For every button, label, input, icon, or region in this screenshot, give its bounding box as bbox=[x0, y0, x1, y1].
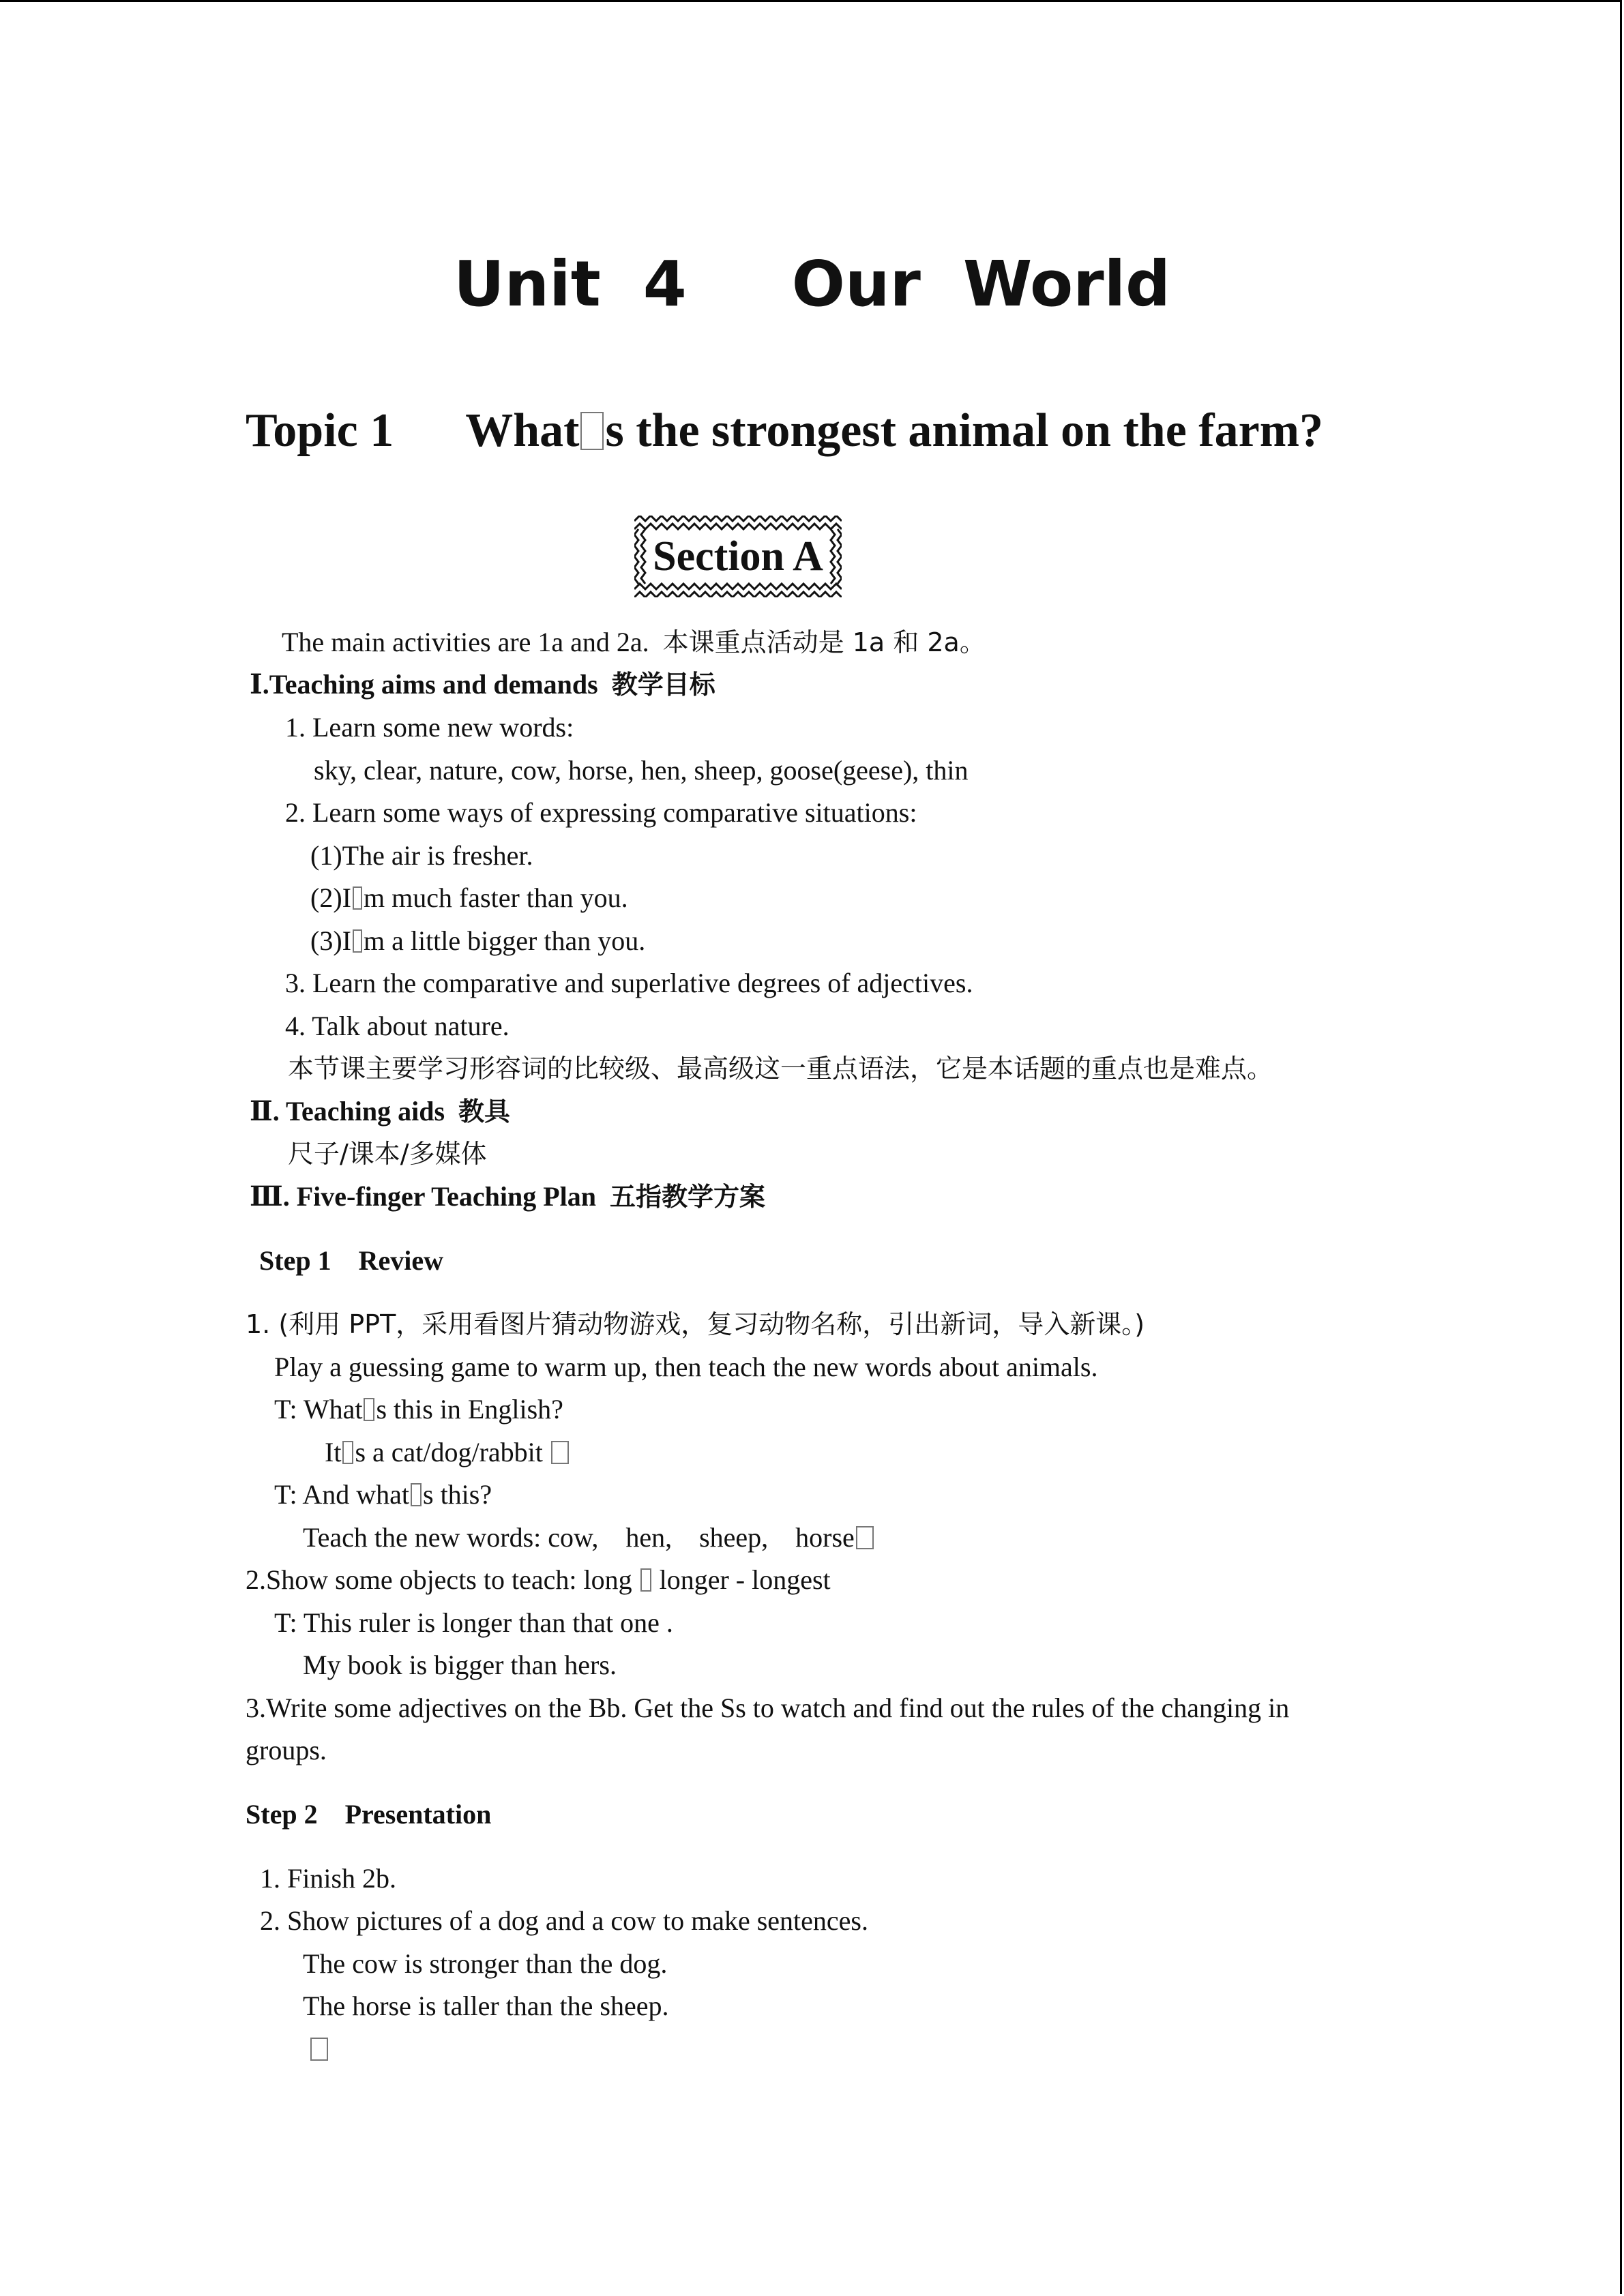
step-1-line-8: T: This ruler is longer than that one . bbox=[274, 1607, 673, 1638]
step-1-line-1 bbox=[246, 1308, 1145, 1341]
section-heading-plan bbox=[250, 1180, 765, 1213]
step-2-line-1: 1. Finish 2b. bbox=[260, 1863, 397, 1894]
section-badge bbox=[634, 516, 842, 597]
step-1-line-10: 3.Write some adjectives on the Bb. Get the Ss to watch and find out the rules of the changing in bbox=[246, 1693, 1290, 1723]
example-3-part2: m a little bigger than you. bbox=[363, 925, 646, 956]
step-2-heading: Step 2 Presentation bbox=[246, 1799, 492, 1830]
missing-glyph-box-icon bbox=[551, 1441, 569, 1464]
step-1-line-4 bbox=[325, 1436, 570, 1469]
aims-item-1: 1. Learn some new words: bbox=[285, 712, 574, 743]
aims-item-4: 4. Talk about nature. bbox=[285, 1011, 510, 1041]
example-2-part2: m much faster than you. bbox=[363, 882, 628, 913]
section-heading-aims bbox=[250, 668, 715, 701]
missing-glyph-box-icon bbox=[640, 1568, 651, 1592]
step-2-line-5 bbox=[309, 2033, 329, 2066]
main-activities-text-cn: 本课重点活动是 1a 和 2a。 bbox=[662, 627, 986, 657]
show-objects-part2: longer - longest bbox=[659, 1564, 831, 1595]
aims-example-3 bbox=[310, 925, 645, 957]
new-words-text: Teach the new words: cow, hen, sheep, horse bbox=[303, 1522, 855, 1553]
step-1-line-2: Play a guessing game to warm up, then teach the new words about animals. bbox=[274, 1352, 1098, 1382]
unit-number: Unit 4 bbox=[453, 248, 687, 320]
step-1-line-3 bbox=[274, 1393, 563, 1426]
missing-glyph-box-icon bbox=[856, 1526, 874, 1549]
step-1-line-6 bbox=[303, 1521, 875, 1554]
missing-glyph-box-icon bbox=[353, 929, 362, 953]
topic-text-part1: What bbox=[465, 404, 580, 457]
missing-glyph-box-icon bbox=[364, 1398, 374, 1421]
dialog-t-part2: s this in English? bbox=[376, 1394, 563, 1425]
missing-glyph-box-icon bbox=[342, 1441, 353, 1464]
main-activities-line bbox=[282, 626, 986, 659]
dialog-t-part1: T: What bbox=[274, 1394, 363, 1425]
aims-example-1: (1)The air is fresher. bbox=[310, 840, 533, 871]
step-1-heading: Step 1 Review bbox=[259, 1245, 443, 1276]
aims-heading-cn: 教学目标 bbox=[611, 670, 715, 700]
step-1-line-7 bbox=[246, 1564, 831, 1596]
section-heading-aids bbox=[250, 1095, 510, 1128]
section-label: Section A bbox=[653, 533, 823, 580]
aims-words-list: sky, clear, nature, cow, horse, hen, sheep, goose(geese), thin bbox=[314, 755, 969, 786]
dialog-t2-part1: T: And what bbox=[274, 1479, 409, 1510]
aims-item-3: 3. Learn the comparative and superlative degrees of adjectives. bbox=[285, 968, 973, 998]
step-1-line-5 bbox=[274, 1478, 492, 1511]
step-1-line-11: groups. bbox=[246, 1735, 327, 1765]
topic-number: Topic 1 bbox=[246, 404, 394, 457]
step-2-line-2: 2. Show pictures of a dog and a cow to make sentences. bbox=[260, 1905, 868, 1936]
dialog-answer-part2: s a cat/dog/rabbit bbox=[355, 1437, 543, 1467]
missing-glyph-box-icon bbox=[353, 886, 362, 910]
topic-text-part2: s the strongest animal on the farm? bbox=[605, 404, 1323, 457]
plan-heading-text: Ⅲ. Five-finger Teaching Plan bbox=[250, 1181, 596, 1212]
aims-note-cn: 本节课主要学习形容词的比较级、最高级这一重点语法，它是本话题的重点也是难点。 bbox=[288, 1054, 1273, 1084]
unit-title bbox=[0, 247, 1624, 322]
plan-heading-cn: 五指教学方案 bbox=[610, 1182, 766, 1212]
example-2-part1: (2)I bbox=[310, 882, 351, 913]
missing-glyph-box-icon bbox=[310, 2038, 328, 2061]
aids-list-cn: 尺子/课本/多媒体 bbox=[288, 1139, 487, 1169]
aids-heading-text: Ⅱ. Teaching aids bbox=[250, 1096, 445, 1127]
missing-glyph-box-icon bbox=[411, 1483, 422, 1506]
aids-heading-cn: 教具 bbox=[458, 1097, 511, 1127]
show-objects-part1: 2.Show some objects to teach: long bbox=[246, 1564, 632, 1595]
step-2-line-3: The cow is stronger than the dog. bbox=[303, 1948, 668, 1979]
missing-glyph-box-icon bbox=[580, 412, 604, 450]
step-2-line-4: The horse is taller than the sheep. bbox=[303, 1991, 669, 2021]
aims-heading-text: Ⅰ.Teaching aims and demands bbox=[250, 669, 598, 700]
main-activities-text: The main activities are 1a and 2a. bbox=[282, 627, 649, 657]
step-1-line-9: My book is bigger than hers. bbox=[303, 1650, 617, 1680]
aims-example-2 bbox=[310, 882, 628, 914]
dialog-answer-part1: It bbox=[325, 1437, 342, 1467]
unit-name: Our World bbox=[791, 248, 1171, 320]
dialog-t2-part2: s this? bbox=[423, 1479, 492, 1510]
aims-item-2: 2. Learn some ways of expressing comparative situations: bbox=[285, 797, 917, 828]
step-1-line-1-text: 1. (利用 PPT，采用看图片猜动物游戏，复习动物名称，引出新词，导入新课。) bbox=[246, 1309, 1145, 1339]
example-3-part1: (3)I bbox=[310, 925, 351, 956]
topic-title bbox=[246, 402, 1323, 460]
